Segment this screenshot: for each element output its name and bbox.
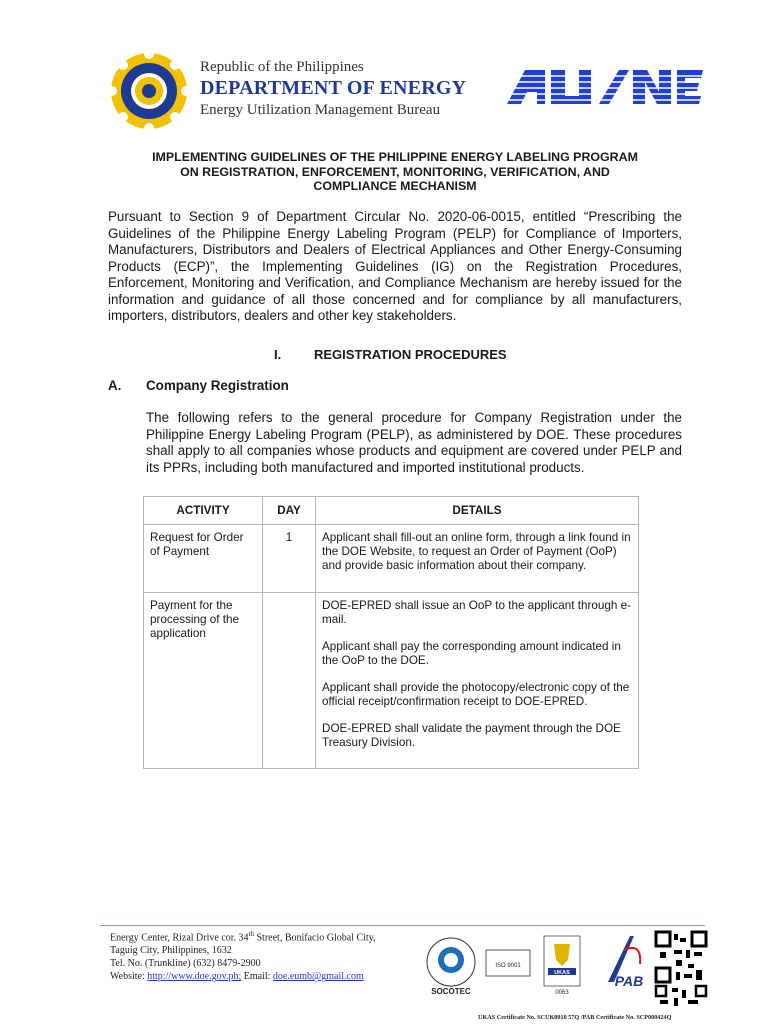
detail-text: DOE-EPRED shall validate the payment through the DOE Treasury Division. [322,722,621,749]
republic-label: Republic of the Philippines [200,59,364,75]
section-number: I. [274,347,282,362]
iso-9001-logo [486,950,530,976]
footer-divider [100,925,705,926]
bureau-name: Energy Utilization Management Bureau [200,102,441,118]
certification-logos [424,930,714,1010]
detail-text: Applicant shall pay the corresponding amount indicated in the OoP to the DOE. [322,640,621,667]
footer-address: Energy Center, Rizal Drive cor. 34th Street, Bonifacio Global City, Taguig City, Philippines, 1632 Tel. No. (Trunkline) (632) 8479-2900 Website: http://www.doe.gov.ph; Email: doe.eumb@gmail.com [110,930,376,983]
activity-cell: Request for Order of Payment [144,525,263,593]
detail-text: Applicant shall provide the photocopy/electronic copy of the official receipt/confirmation receipt to DOE-EPRED. [322,681,630,708]
header-details: DETAILS [316,497,639,525]
department-name: DEPARTMENT OF ENERGY [200,77,467,99]
agency-block [200,58,466,120]
header-day: DAY [263,497,316,525]
subsection-letter: A. [108,378,122,393]
registration-table [143,496,639,769]
qr-code-icon [656,932,706,982]
detail-text: Applicant shall fill-out an online form, through a link found in the DOE Website, to request an Order of Payment (OoP) and provide basic information about their company. [322,531,631,572]
header-activity: ACTIVITY [144,497,263,525]
details-cell [316,525,639,593]
eumb-logo [507,66,703,108]
ukas-logo [544,936,580,996]
subsection-paragraph: The following refers to the general procedure for Company Registration under the Philippine Energy Labeling Program (PELP), as administered by DOE. These procedures shall apply to all companies whose products and equipment are covered under PELP and its PPRs, including both manufactured and imported institutional products. [146,410,682,475]
svg-text:PAB: PAB [614,973,644,989]
day-cell [263,593,316,769]
section-heading [274,347,507,362]
document-title: IMPLEMENTING GUIDELINES OF THE PHILIPPINE ENERGY LABELING PROGRAM ON REGISTRATION, ENFORCEMENT, MONITORING, VERIFICATION, AND COMPLIANCE MECHANISM [152,150,638,193]
subsection-title: Company Registration [146,378,289,393]
svg-text:0063: 0063 [555,990,569,996]
activity-cell: Payment for the processing of the application [144,593,263,769]
day-cell: 1 [263,525,316,593]
pab-logo [608,936,643,989]
table-row [144,593,639,769]
details-cell [316,593,639,769]
svg-text:SOCOTEC: SOCOTEC [431,987,471,996]
svg-text:ISO 9001: ISO 9001 [495,963,521,969]
svg-text:UKAS: UKAS [554,970,570,976]
certificate-note: UKAS Certificate No. SCUK0010 57Q /PAB Certificate No. SCP000424Q [478,1014,672,1021]
website-link[interactable]: http://www.doe.gov.ph; [147,971,242,983]
doe-seal-logo [108,50,190,132]
socotec-logo [427,938,475,996]
email-link[interactable]: doe.eumb@gmail.com [272,971,364,983]
subsection-heading [108,378,289,393]
table-row [144,525,639,593]
detail-text: DOE-EPRED shall issue an OoP to the applicant through e-mail. [322,599,632,626]
section-title: REGISTRATION PROCEDURES [314,347,507,362]
intro-paragraph: Pursuant to Section 9 of Department Circular No. 2020-06-0015, entitled “Prescribing the Guidelines of the Philippine Energy Labeling Program (PELP) for Compliance of Importers, Manufacturers, Distributors and Dealers of Electrical Appliances and Other Energy-Consuming Products (ECP)”, the Implementing Guidelines (IG) on the Registration Procedures, Enforcement, Monitoring and Verification, and Compliance Mechanism are hereby issued for the information and guidance of all those concerned and for compliance by all manufacturers, importers, distributors, dealers and other key stakeholders. [108,209,682,323]
qr-code-icon [656,986,706,1008]
